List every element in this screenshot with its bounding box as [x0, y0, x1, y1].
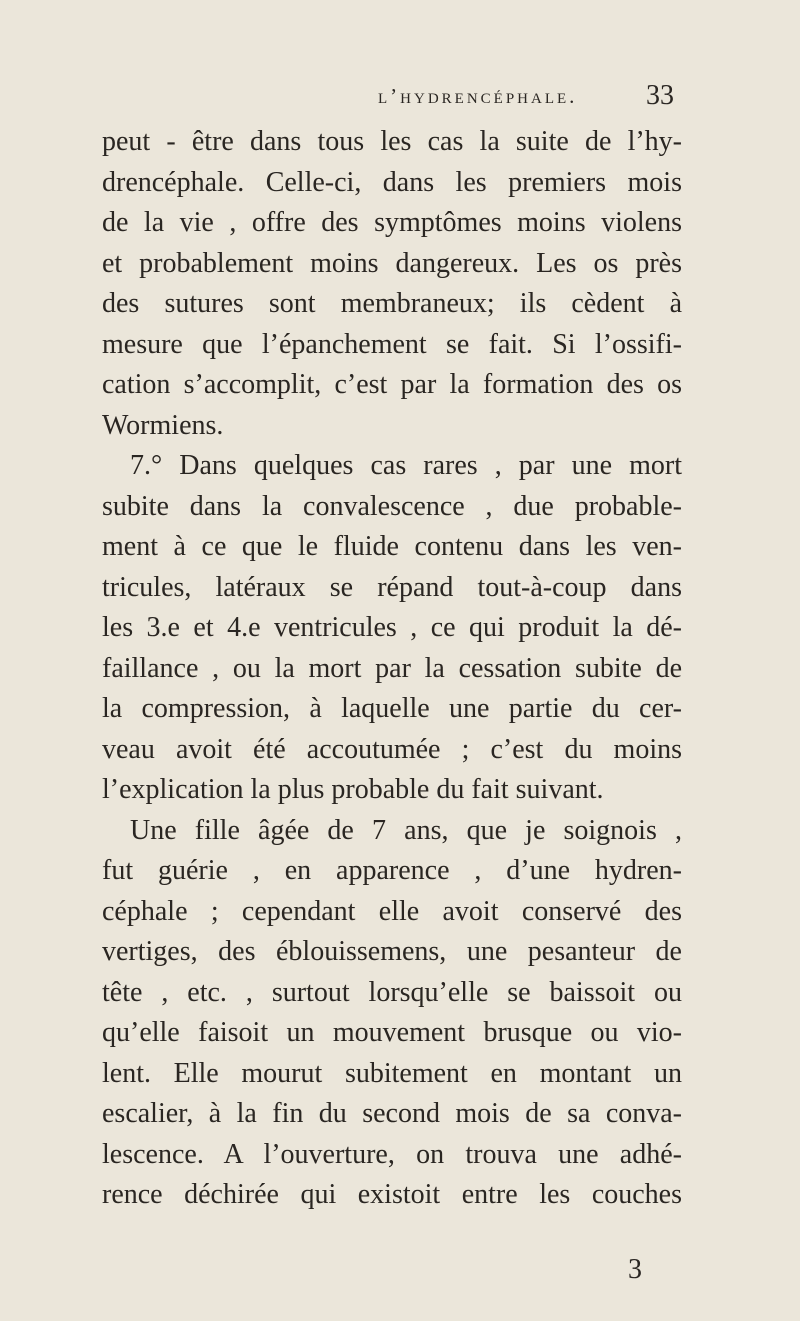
text-line: céphale ; cependant elle avoit conservé des: [102, 895, 682, 927]
text-line: lent. Elle mourut subitement en montant un: [102, 1057, 682, 1089]
text-line: des sutures sont membraneux; ils cèdent à: [102, 288, 682, 319]
text-line: vertiges, des éblouissemens, une pesanteur de: [102, 936, 682, 967]
text-line: l’explication la plus probable du fait suivant.: [102, 774, 604, 805]
text-line: tête , etc. , surtout lorsqu’elle se baissoit ou: [102, 976, 682, 1008]
text-line: les 3.e et 4.e ventricules , ce qui produit la dé-: [102, 612, 682, 643]
text-line: fut guérie , en apparence , d’une hydren-: [102, 855, 682, 886]
text-line: la compression, à laquelle une partie du cer-: [102, 693, 682, 724]
text-line: rence déchirée qui existoit entre les couches: [102, 1179, 682, 1210]
signature-mark: 3: [628, 1254, 642, 1285]
text-line: et probablement moins dangereux. Les os près: [102, 247, 682, 279]
text-line: drencéphale. Celle-ci, dans les premiers mois: [102, 166, 682, 198]
text-line: escalier, à la fin du second mois de sa conva-: [102, 1098, 682, 1129]
body-text: [102, 122, 682, 1216]
page-number: 33: [646, 80, 674, 111]
page-header: [0, 78, 800, 114]
text-line: subite dans la convalescence , due probable-: [102, 490, 682, 522]
text-line: tricules, latéraux se répand tout-à-coup dans: [102, 571, 682, 603]
text-line: ment à ce que le fluide contenu dans les ven-: [102, 531, 682, 562]
text-line: mesure que l’épanchement se fait. Si l’ossifi-: [102, 328, 682, 360]
text-line: de la vie , offre des symptômes moins violens: [102, 207, 682, 238]
text-line: veau avoit été accoutumée ; c’est du moins: [102, 733, 682, 765]
text-line: lescence. A l’ouverture, on trouva une adhé-: [102, 1138, 682, 1170]
text-line: peut - être dans tous les cas la suite de l’hy-: [102, 126, 682, 157]
text-line: 7.° Dans quelques cas rares , par une mort: [130, 450, 682, 481]
text-line: Wormiens.: [102, 409, 224, 441]
running-title: l’hydrencéphale.: [378, 84, 578, 108]
text-line: cation s’accomplit, c’est par la formation des os: [102, 369, 682, 400]
text-line: qu’elle faisoit un mouvement brusque ou vio-: [102, 1017, 682, 1048]
text-line: faillance , ou la mort par la cessation subite de: [102, 652, 682, 684]
text-line: Une fille âgée de 7 ans, que je soignois ,: [130, 814, 682, 846]
